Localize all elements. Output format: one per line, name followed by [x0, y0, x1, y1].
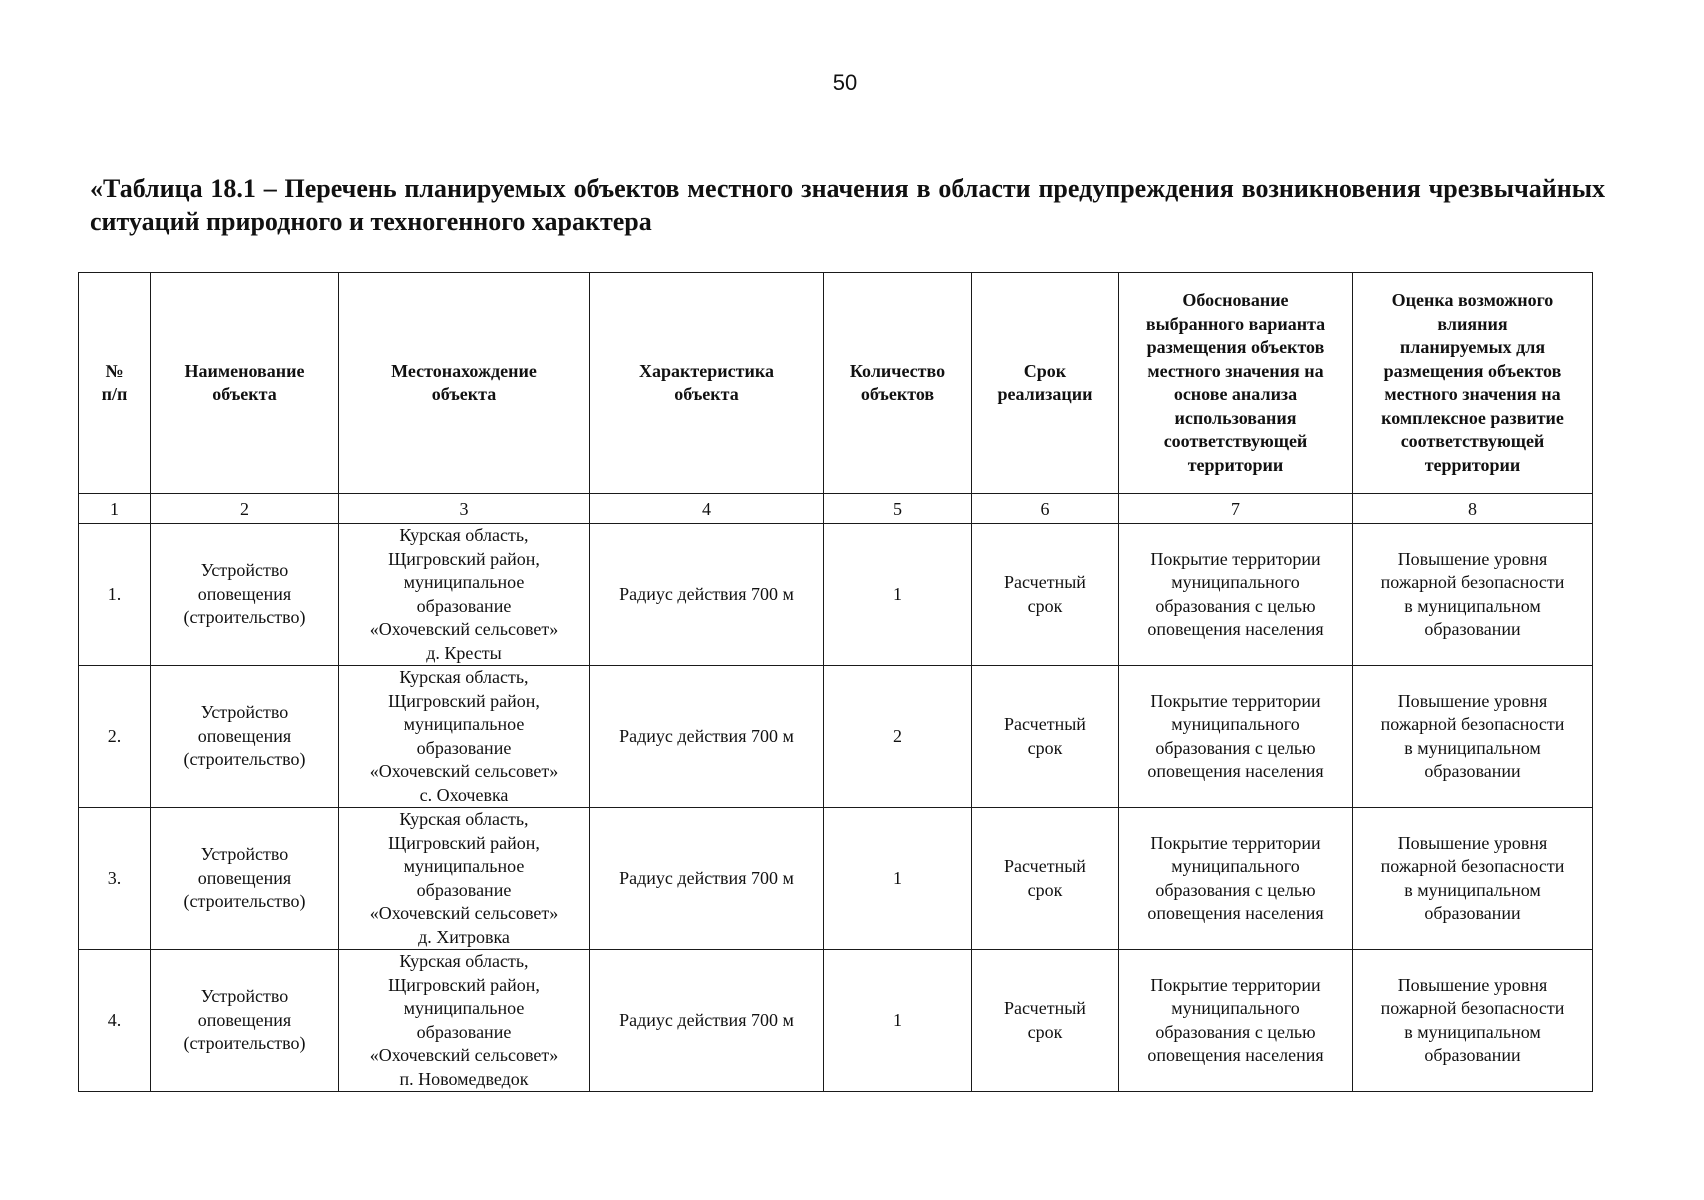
column-number: 2 [151, 494, 339, 524]
cell-count: 1 [824, 524, 972, 666]
cell-line: основе анализа [1173, 384, 1298, 404]
cell-line: Повышение уровня [1397, 974, 1548, 995]
column-number: 1 [79, 494, 151, 524]
cell-line: Повышение уровня [1397, 690, 1548, 711]
cell-location [339, 666, 590, 808]
cell-line: муниципального [1171, 856, 1300, 876]
table-row [79, 524, 1593, 666]
cell-characteristic: Радиус действия 700 м [590, 950, 824, 1092]
cell-line: Курская область, [399, 951, 529, 971]
cell-line: образовании [1424, 619, 1521, 639]
header-impact [1353, 273, 1593, 494]
cell-number: 4. [79, 950, 151, 1092]
cell-line: оповещения [197, 1009, 292, 1030]
column-number: 8 [1353, 494, 1593, 524]
cell-line: образования с целью [1155, 737, 1316, 758]
header-characteristic [590, 273, 824, 494]
cell-line: образовании [1424, 761, 1521, 781]
cell-line: п. Новомедведок [399, 1068, 529, 1089]
column-number: 6 [972, 494, 1119, 524]
cell-line: реализации [997, 384, 1093, 404]
cell-impact [1353, 808, 1593, 950]
cell-line: Покрытие территории [1150, 832, 1321, 853]
cell-line: Повышение уровня [1397, 548, 1548, 569]
cell-line: Устройство [200, 844, 289, 865]
cell-line: муниципальное [403, 572, 525, 592]
cell-line: Курская область, [399, 809, 529, 829]
cell-line: Покрытие территории [1150, 974, 1321, 995]
cell-line: д. Кресты [426, 642, 502, 663]
cell-line: пожарной безопасности [1380, 998, 1565, 1018]
cell-line: Покрытие территории [1150, 548, 1321, 569]
cell-line: «Охочевский сельсовет» [369, 1045, 559, 1065]
cell-line: образования с целью [1155, 1021, 1316, 1042]
column-number: 4 [590, 494, 824, 524]
cell-location [339, 524, 590, 666]
header-justification [1119, 273, 1353, 494]
cell-line: оповещения населения [1147, 761, 1324, 781]
cell-line: Характеристика [639, 360, 774, 381]
cell-term [972, 950, 1119, 1092]
cell-justification [1119, 950, 1353, 1092]
cell-line: Устройство [200, 986, 289, 1007]
cell-line: Количество [849, 360, 946, 381]
column-number-row [79, 494, 1593, 524]
cell-line: оповещения [197, 725, 292, 746]
cell-line: срок [1027, 595, 1063, 616]
cell-line: Расчетный [1004, 998, 1086, 1018]
cell-line: образование [416, 737, 512, 758]
cell-term [972, 524, 1119, 666]
cell-line: в муниципальном [1404, 1021, 1541, 1042]
cell-justification [1119, 666, 1353, 808]
cell-count: 1 [824, 808, 972, 950]
cell-line: соответствующей [1163, 431, 1308, 451]
cell-line: № [105, 360, 124, 381]
cell-count: 2 [824, 666, 972, 808]
cell-line: муниципального [1171, 714, 1300, 734]
cell-line: Обоснование [1182, 290, 1289, 310]
header-count [824, 273, 972, 494]
cell-line: использования [1174, 407, 1297, 428]
cell-line: срок [1027, 879, 1063, 900]
cell-location [339, 808, 590, 950]
cell-characteristic: Радиус действия 700 м [590, 666, 824, 808]
cell-line: срок [1027, 737, 1063, 758]
objects-table [78, 272, 1593, 1092]
cell-line: местного значения на [1384, 384, 1561, 404]
cell-line: оповещения [197, 867, 292, 888]
cell-line: Расчетный [1004, 572, 1086, 592]
cell-line: муниципальное [403, 856, 525, 876]
cell-line: размещения объектов [1146, 337, 1325, 357]
cell-line: (строительство) [183, 749, 306, 770]
cell-justification [1119, 808, 1353, 950]
cell-line: оповещения населения [1147, 619, 1324, 639]
cell-line: объекта [212, 384, 277, 404]
cell-line: «Охочевский сельсовет» [369, 619, 559, 639]
cell-line: (строительство) [183, 1033, 306, 1054]
cell-line: д. Хитровка [418, 926, 510, 947]
cell-term [972, 666, 1119, 808]
cell-line: образовании [1424, 903, 1521, 923]
cell-line: (строительство) [183, 891, 306, 912]
cell-justification [1119, 524, 1353, 666]
cell-line: планируемых для [1399, 337, 1546, 357]
cell-line: образование [416, 1021, 512, 1042]
header-row [79, 273, 1593, 494]
cell-line: объекта [431, 384, 497, 404]
cell-line: Оценка возможного [1391, 290, 1554, 310]
cell-impact [1353, 950, 1593, 1092]
cell-line: пожарной безопасности [1380, 714, 1565, 734]
cell-line: в муниципальном [1404, 879, 1541, 900]
cell-line: образование [416, 879, 512, 900]
cell-line: муниципальное [403, 714, 525, 734]
table-title: «Таблица 18.1 – Перечень планируемых объектов местного значения в области предупреждения возникновения чрезвычайных ситуаций природного и техногенного характера [90, 174, 1605, 236]
cell-line: Расчетный [1004, 856, 1086, 876]
cell-line: Курская область, [399, 667, 529, 687]
header-location [339, 273, 590, 494]
cell-location [339, 950, 590, 1092]
column-number: 7 [1119, 494, 1353, 524]
cell-term [972, 808, 1119, 950]
cell-line: размещения объектов [1383, 360, 1562, 381]
cell-line: образование [416, 595, 512, 616]
cell-line: Устройство [200, 560, 289, 581]
header-name [151, 273, 339, 494]
cell-line: влияния [1437, 313, 1508, 334]
cell-line: образования с целью [1155, 879, 1316, 900]
cell-line: Наименование [184, 360, 305, 381]
header-term [972, 273, 1119, 494]
column-number: 5 [824, 494, 972, 524]
cell-line: Покрытие территории [1150, 690, 1321, 711]
cell-number: 2. [79, 666, 151, 808]
cell-number: 1. [79, 524, 151, 666]
cell-line: муниципального [1171, 572, 1300, 592]
cell-name [151, 666, 339, 808]
cell-number: 3. [79, 808, 151, 950]
cell-line: Повышение уровня [1397, 832, 1548, 853]
table-row [79, 808, 1593, 950]
table-row [79, 666, 1593, 808]
cell-line: муниципального [1171, 998, 1300, 1018]
cell-name [151, 808, 339, 950]
cell-characteristic: Радиус действия 700 м [590, 808, 824, 950]
cell-characteristic: Радиус действия 700 м [590, 524, 824, 666]
cell-line: пожарной безопасности [1380, 572, 1565, 592]
cell-line: п/п [101, 384, 128, 404]
cell-line: в муниципальном [1404, 737, 1541, 758]
cell-line: Местонахождение [391, 360, 537, 381]
page-number: 50 [832, 70, 858, 95]
cell-line: территории [1187, 454, 1284, 475]
cell-line: срок [1027, 1021, 1063, 1042]
cell-name [151, 950, 339, 1092]
cell-line: образовании [1424, 1045, 1521, 1065]
cell-line: с. Охочевка [419, 784, 509, 805]
cell-count: 1 [824, 950, 972, 1092]
cell-line: пожарной безопасности [1380, 856, 1565, 876]
cell-line: соответствующей [1400, 431, 1545, 451]
cell-line: оповещения населения [1147, 903, 1324, 923]
cell-line: «Охочевский сельсовет» [369, 761, 559, 781]
cell-line: территории [1424, 454, 1521, 475]
cell-line: Устройство [200, 702, 289, 723]
cell-line: Щигровский район, [388, 690, 540, 711]
cell-line: Срок [1023, 360, 1067, 381]
cell-impact [1353, 524, 1593, 666]
cell-line: оповещения [197, 583, 292, 604]
header-number [79, 273, 151, 494]
cell-line: в муниципальном [1404, 595, 1541, 616]
cell-line: выбранного варианта [1145, 313, 1326, 334]
cell-impact [1353, 666, 1593, 808]
cell-line: местного значения на [1147, 360, 1324, 381]
cell-line: комплексное развитие [1381, 407, 1564, 428]
cell-line: оповещения населения [1147, 1045, 1324, 1065]
table-row [79, 950, 1593, 1092]
cell-line: объекта [674, 384, 739, 404]
cell-line: Курская область, [399, 525, 529, 545]
cell-name [151, 524, 339, 666]
cell-line: (строительство) [183, 607, 306, 628]
cell-line: «Охочевский сельсовет» [369, 903, 559, 923]
cell-line: Щигровский район, [388, 974, 540, 995]
cell-line: Щигровский район, [388, 548, 540, 569]
cell-line: объектов [860, 384, 935, 404]
cell-line: Щигровский район, [388, 832, 540, 853]
cell-line: муниципальное [403, 998, 525, 1018]
cell-line: Расчетный [1004, 714, 1086, 734]
cell-line: образования с целью [1155, 595, 1316, 616]
column-number: 3 [339, 494, 590, 524]
